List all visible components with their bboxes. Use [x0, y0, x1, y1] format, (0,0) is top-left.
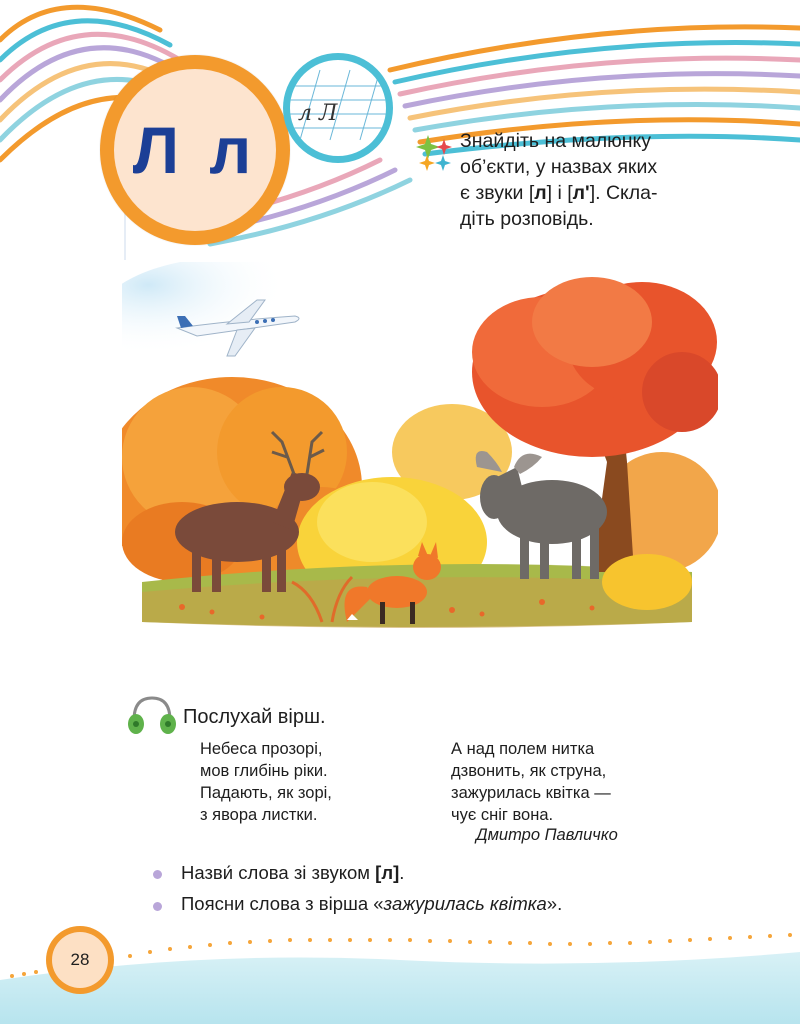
poem-line: Небеса прозорі,: [200, 740, 323, 758]
task-item-end: .: [399, 862, 405, 883]
poem-line: чує сніг вона.: [451, 806, 554, 824]
headphones-icon: [126, 690, 178, 742]
poem-stanza-right: [451, 738, 671, 826]
page-number-badge: [46, 926, 114, 994]
letter-title: Л л: [132, 113, 258, 187]
poem-line: зажурилась квітка —: [451, 784, 611, 802]
letter-badge: [100, 55, 290, 245]
bullet-icon: [153, 902, 162, 911]
letter-badge-inner: [114, 69, 276, 231]
listen-title: Послухай вірш.: [183, 706, 326, 728]
bullet-icon: [153, 870, 162, 879]
footer-wave: [0, 930, 800, 1024]
page-number: 28: [52, 932, 108, 988]
poem-line: мов глибінь ріки.: [200, 762, 328, 780]
poem-line: А над полем нитка: [451, 740, 595, 758]
poem-line: Падають, як зорі,: [200, 784, 332, 802]
task-item-2: [181, 893, 562, 915]
task-instruction: [460, 128, 692, 232]
poem-author: Дмитро Павличко: [476, 826, 618, 844]
poem-line: з явора листки.: [200, 806, 318, 824]
handwriting-badge-inner: [290, 60, 386, 156]
handwriting-lines: [290, 60, 386, 156]
task-item-sound: [л]: [375, 862, 400, 883]
task-item-text: Назви́ слова зі звуком: [181, 862, 376, 883]
handwriting-letters: л Л: [298, 101, 338, 126]
sparkle-icon: [414, 133, 456, 175]
moose: [476, 451, 607, 579]
task-item-1: [181, 862, 404, 884]
task-line: діть розповідь.: [460, 208, 594, 230]
autumn-forest-illustration: [122, 262, 718, 642]
task-line: Знайдіть на малюнку: [460, 130, 652, 152]
task-line: є звуки [л] і [л']. Скла-: [460, 182, 658, 204]
task-item-quote: зажурилась квітка: [383, 893, 547, 914]
poem-line: дзвонить, як струна,: [451, 762, 607, 780]
task-item-end: ».: [546, 893, 563, 914]
poem-stanza-left: [200, 738, 420, 826]
handwriting-badge: [283, 53, 393, 163]
task-line: об’єкти, у назвах яких: [460, 156, 658, 178]
task-item-text: Поясни слова з вірша «: [181, 893, 384, 914]
